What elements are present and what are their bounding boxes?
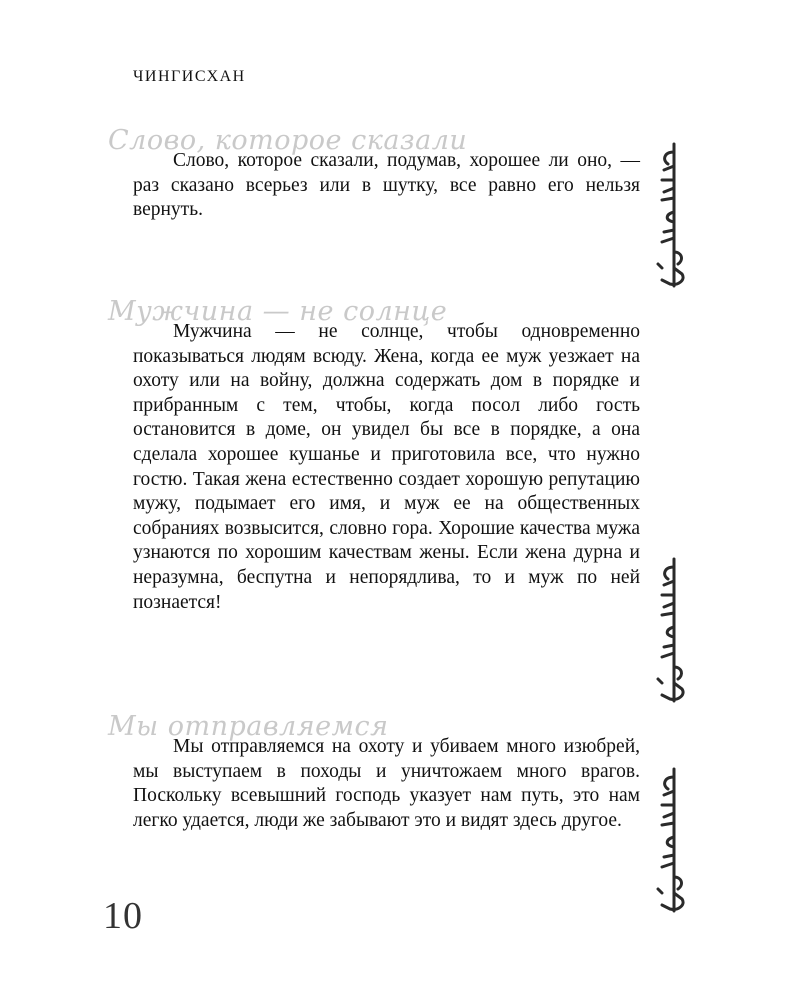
section-body	[133, 320, 640, 615]
mongolian-script-ornament-icon	[652, 765, 692, 915]
paragraph: Мужчина — не солнце, чтобы одновременно показываться людям всюду. Жена, когда ее муж уезжает на охоту или на войну, должна содержать дом в порядке и прибранным с тем, чтобы, когда посол либо гость остановится в доме, он увидел бы все в порядке, а она сделала хорошее кушанье и приготовила все, что нужно гостю. Такая жена естественно создает хорошую репутацию мужу, подымает его имя, и муж ее на общественных собраниях возвысится, словно гора. Хорошие качества мужа узнаются по хорошим качествам жены. Если жена дурна и неразумна, беспутна и непорядлива, то и муж по ней познается!	[133, 321, 640, 613]
section-body	[133, 149, 640, 223]
mongolian-script-ornament-icon	[652, 140, 692, 290]
paragraph: Слово, которое сказали, подумав, хорошее ли оно, — раз сказано всерьез или в шутку, все равно его нельзя вернуть.	[133, 150, 640, 221]
page-number: 10	[103, 895, 143, 937]
running-head: ЧИНГИСХАН	[133, 68, 246, 85]
section-heading: Мы отправляемся	[108, 711, 389, 742]
section-heading: Слово, которое сказали	[108, 125, 468, 156]
section-body	[133, 735, 640, 833]
section-heading: Мужчина — не солнце	[108, 296, 448, 327]
mongolian-script-ornament-icon	[652, 555, 692, 705]
paragraph: Мы отправляемся на охоту и убиваем много изюбрей, мы выступаем в походы и уничтожаем много врагов. Поскольку всевышний господь указует нам путь, это нам легко удается, люди же забывают это и видят здесь другое.	[133, 736, 640, 831]
